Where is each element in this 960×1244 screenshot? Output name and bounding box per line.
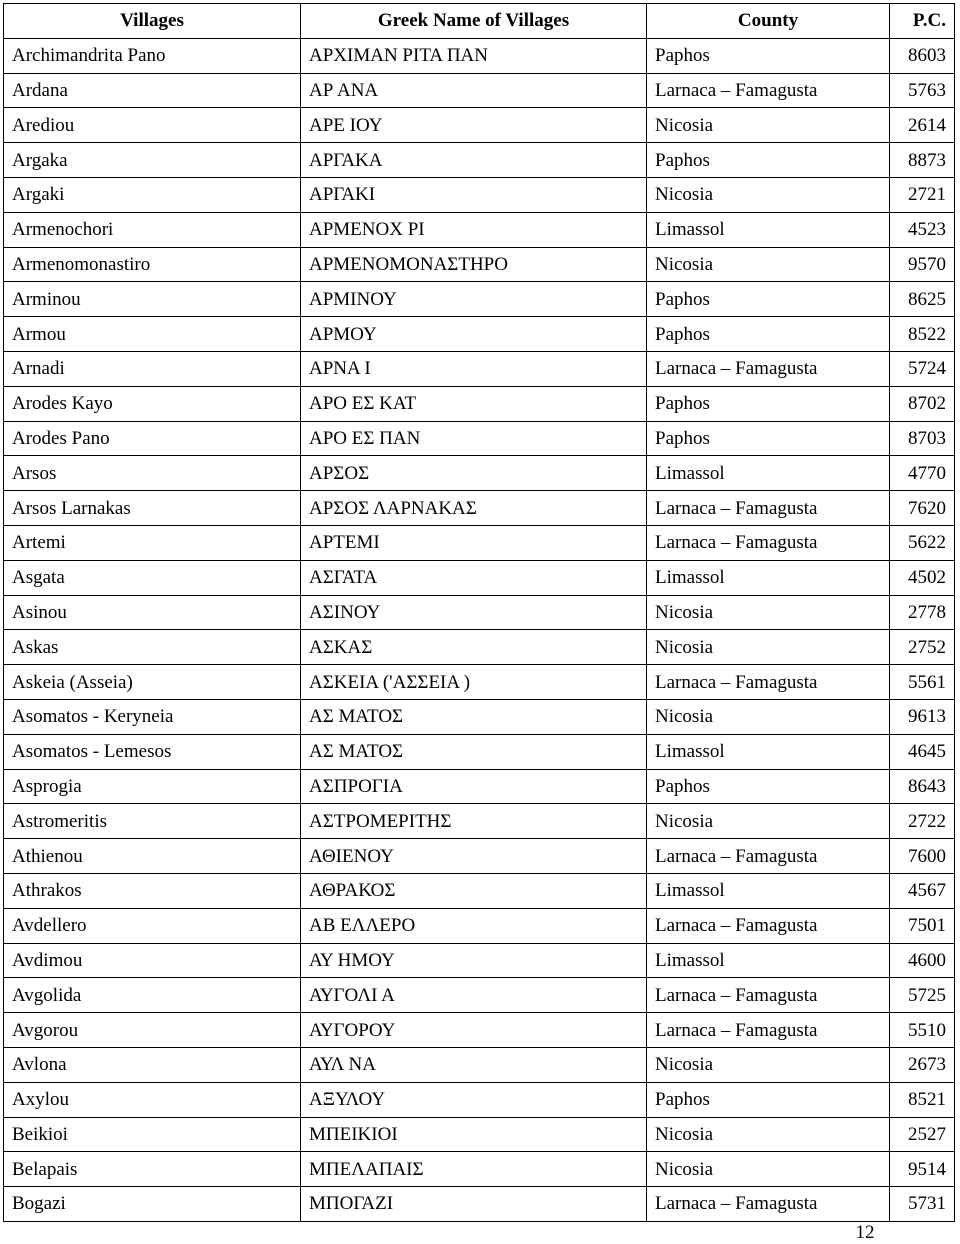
table-row <box>4 1047 955 1082</box>
greek-name-cell: ΑΥΓΟΡΟΥ <box>301 1013 647 1048</box>
table-row <box>4 421 955 456</box>
greek-name-cell: ΜΠΕΛΑΠΑΙΣ <box>301 1152 647 1187</box>
greek-name-cell: ΑΡΕ ΙΟΥ <box>301 108 647 143</box>
column-header-postal-code: P.C. <box>890 4 955 39</box>
village-name-cell: Avdimou <box>4 943 301 978</box>
county-cell: Larnaca – Famagusta <box>647 491 890 526</box>
county-cell: Nicosia <box>647 177 890 212</box>
county-cell: Nicosia <box>647 1152 890 1187</box>
postal-code-cell: 2778 <box>890 595 955 630</box>
greek-name-cell: ΑΞΥΛΟΥ <box>301 1082 647 1117</box>
greek-name-cell: ΑΡΧΙΜΑΝ ΡΙΤΑ ΠΑΝ <box>301 38 647 73</box>
village-name-cell: Asinou <box>4 595 301 630</box>
table-row <box>4 177 955 212</box>
postal-code-cell: 8873 <box>890 143 955 178</box>
table-row <box>4 247 955 282</box>
greek-name-cell: ΑΣΚΕΙΑ ('ΑΣΣΕΙΑ ) <box>301 665 647 700</box>
greek-name-cell: ΑΡΟ ΕΣ ΠΑΝ <box>301 421 647 456</box>
header-row <box>4 4 955 39</box>
village-name-cell: Armenomonastiro <box>4 247 301 282</box>
village-name-cell: Beikioi <box>4 1117 301 1152</box>
county-cell: Paphos <box>647 1082 890 1117</box>
postal-code-cell: 9613 <box>890 699 955 734</box>
village-name-cell: Arediou <box>4 108 301 143</box>
table-row <box>4 839 955 874</box>
village-name-cell: Arsos <box>4 456 301 491</box>
column-header-villages: Villages <box>4 4 301 39</box>
postal-code-cell: 4523 <box>890 212 955 247</box>
county-cell: Paphos <box>647 769 890 804</box>
greek-name-cell: ΑΥΛ ΝΑ <box>301 1047 647 1082</box>
county-cell: Nicosia <box>647 1117 890 1152</box>
village-name-cell: Asprogia <box>4 769 301 804</box>
county-cell: Larnaca – Famagusta <box>647 525 890 560</box>
table-row <box>4 525 955 560</box>
village-name-cell: Avgolida <box>4 978 301 1013</box>
page-number: 12 <box>855 1222 875 1243</box>
village-name-cell: Argaka <box>4 143 301 178</box>
postal-code-cell: 5725 <box>890 978 955 1013</box>
county-cell: Nicosia <box>647 630 890 665</box>
greek-name-cell: ΑΡΜΕΝΟΜΟΝΑΣΤΗΡΟ <box>301 247 647 282</box>
greek-name-cell: ΑΡΤΕΜΙ <box>301 525 647 560</box>
village-name-cell: Arnadi <box>4 351 301 386</box>
postal-code-cell: 8703 <box>890 421 955 456</box>
village-name-cell: Avdellero <box>4 908 301 943</box>
postal-code-cell: 2527 <box>890 1117 955 1152</box>
greek-name-cell: ΑΡΓΑΚΙ <box>301 177 647 212</box>
table-row <box>4 73 955 108</box>
postal-code-cell: 9570 <box>890 247 955 282</box>
village-name-cell: Argaki <box>4 177 301 212</box>
table-row <box>4 491 955 526</box>
county-cell: Nicosia <box>647 699 890 734</box>
postal-code-cell: 9514 <box>890 1152 955 1187</box>
greek-name-cell: ΑΣΓΑΤΑ <box>301 560 647 595</box>
postal-code-cell: 8643 <box>890 769 955 804</box>
county-cell: Limassol <box>647 734 890 769</box>
greek-name-cell: ΑΣΤΡΟΜΕΡΙΤΗΣ <box>301 804 647 839</box>
postal-code-cell: 5724 <box>890 351 955 386</box>
postal-code-cell: 4645 <box>890 734 955 769</box>
postal-code-cell: 8702 <box>890 386 955 421</box>
county-cell: Nicosia <box>647 247 890 282</box>
greek-name-cell: ΑΥΓΟΛΙ Α <box>301 978 647 1013</box>
postal-code-cell: 5731 <box>890 1187 955 1222</box>
table-row <box>4 351 955 386</box>
county-cell: Paphos <box>647 282 890 317</box>
postal-code-cell: 8603 <box>890 38 955 73</box>
table-row <box>4 595 955 630</box>
greek-name-cell: ΑΣ ΜΑΤΟΣ <box>301 699 647 734</box>
postal-code-cell: 2614 <box>890 108 955 143</box>
greek-name-cell: ΑΣ ΜΑΤΟΣ <box>301 734 647 769</box>
county-cell: Larnaca – Famagusta <box>647 73 890 108</box>
postal-code-cell: 2722 <box>890 804 955 839</box>
county-cell: Larnaca – Famagusta <box>647 978 890 1013</box>
greek-name-cell: ΑΒ ΕΛΛΕΡΟ <box>301 908 647 943</box>
county-cell: Nicosia <box>647 595 890 630</box>
county-cell: Paphos <box>647 317 890 352</box>
village-name-cell: Bogazi <box>4 1187 301 1222</box>
greek-name-cell: ΑΡΓΑΚΑ <box>301 143 647 178</box>
greek-name-cell: ΑΥ ΗΜΟΥ <box>301 943 647 978</box>
table-row <box>4 456 955 491</box>
postal-code-cell: 4600 <box>890 943 955 978</box>
postal-code-cell: 2721 <box>890 177 955 212</box>
greek-name-cell: ΑΡΜΙΝΟΥ <box>301 282 647 317</box>
greek-name-cell: ΑΡ ΑΝΑ <box>301 73 647 108</box>
village-name-cell: Armenochori <box>4 212 301 247</box>
greek-name-cell: ΑΡΝΑ Ι <box>301 351 647 386</box>
county-cell: Limassol <box>647 456 890 491</box>
column-header-greek-name: Greek Name of Villages <box>301 4 647 39</box>
village-name-cell: Arodes Kayo <box>4 386 301 421</box>
table-row <box>4 1082 955 1117</box>
table-body <box>4 38 955 1221</box>
county-cell: Larnaca – Famagusta <box>647 908 890 943</box>
county-cell: Larnaca – Famagusta <box>647 1187 890 1222</box>
postal-code-cell: 7600 <box>890 839 955 874</box>
table-row <box>4 873 955 908</box>
greek-name-cell: ΑΡΣΟΣ <box>301 456 647 491</box>
table-header <box>4 4 955 39</box>
village-name-cell: Ardana <box>4 73 301 108</box>
village-name-cell: Armou <box>4 317 301 352</box>
greek-name-cell: ΑΡΟ ΕΣ ΚΑΤ <box>301 386 647 421</box>
county-cell: Larnaca – Famagusta <box>647 665 890 700</box>
postal-code-cell: 4770 <box>890 456 955 491</box>
village-name-cell: Asgata <box>4 560 301 595</box>
village-name-cell: Athrakos <box>4 873 301 908</box>
table-row <box>4 386 955 421</box>
postal-code-cell: 7501 <box>890 908 955 943</box>
greek-name-cell: ΑΘΙΕΝΟΥ <box>301 839 647 874</box>
greek-name-cell: ΑΡΜΟΥ <box>301 317 647 352</box>
table-row <box>4 108 955 143</box>
county-cell: Paphos <box>647 143 890 178</box>
greek-name-cell: ΑΣΠΡΟΓΙΑ <box>301 769 647 804</box>
postal-code-cell: 8521 <box>890 1082 955 1117</box>
table-row <box>4 1187 955 1222</box>
greek-name-cell: ΑΣΙΝΟΥ <box>301 595 647 630</box>
village-name-cell: Athienou <box>4 839 301 874</box>
county-cell: Limassol <box>647 212 890 247</box>
postal-code-cell: 7620 <box>890 491 955 526</box>
county-cell: Nicosia <box>647 804 890 839</box>
greek-name-cell: ΜΠΕΙΚΙΟΙ <box>301 1117 647 1152</box>
county-cell: Paphos <box>647 38 890 73</box>
villages-table <box>3 3 955 1222</box>
column-header-county: County <box>647 4 890 39</box>
county-cell: Paphos <box>647 386 890 421</box>
table-row <box>4 143 955 178</box>
table-row <box>4 1117 955 1152</box>
postal-code-cell: 5510 <box>890 1013 955 1048</box>
county-cell: Nicosia <box>647 1047 890 1082</box>
village-name-cell: Archimandrita Pano <box>4 38 301 73</box>
table-row <box>4 38 955 73</box>
greek-name-cell: ΑΡΜΕΝΟΧ ΡΙ <box>301 212 647 247</box>
postal-code-cell: 8625 <box>890 282 955 317</box>
postal-code-cell: 5622 <box>890 525 955 560</box>
village-name-cell: Avlona <box>4 1047 301 1082</box>
greek-name-cell: ΑΣΚΑΣ <box>301 630 647 665</box>
table-row <box>4 1013 955 1048</box>
county-cell: Limassol <box>647 943 890 978</box>
table-row <box>4 282 955 317</box>
table-row <box>4 769 955 804</box>
village-name-cell: Belapais <box>4 1152 301 1187</box>
table-row <box>4 734 955 769</box>
county-cell: Limassol <box>647 873 890 908</box>
postal-code-cell: 4502 <box>890 560 955 595</box>
table-row <box>4 317 955 352</box>
postal-code-cell: 4567 <box>890 873 955 908</box>
table-row <box>4 699 955 734</box>
village-name-cell: Asomatos - Lemesos <box>4 734 301 769</box>
table-row <box>4 804 955 839</box>
village-name-cell: Astromeritis <box>4 804 301 839</box>
county-cell: Limassol <box>647 560 890 595</box>
village-name-cell: Arsos Larnakas <box>4 491 301 526</box>
village-name-cell: Arminou <box>4 282 301 317</box>
table-row <box>4 1152 955 1187</box>
village-name-cell: Askeia (Asseia) <box>4 665 301 700</box>
village-name-cell: Arodes Pano <box>4 421 301 456</box>
postal-code-cell: 5561 <box>890 665 955 700</box>
village-name-cell: Axylou <box>4 1082 301 1117</box>
village-name-cell: Artemi <box>4 525 301 560</box>
postal-code-cell: 2752 <box>890 630 955 665</box>
table-row <box>4 908 955 943</box>
county-cell: Paphos <box>647 421 890 456</box>
table-row <box>4 212 955 247</box>
table-row <box>4 943 955 978</box>
greek-name-cell: ΜΠΟΓΑΖΙ <box>301 1187 647 1222</box>
village-name-cell: Askas <box>4 630 301 665</box>
county-cell: Nicosia <box>647 108 890 143</box>
table-row <box>4 665 955 700</box>
county-cell: Larnaca – Famagusta <box>647 351 890 386</box>
county-cell: Larnaca – Famagusta <box>647 839 890 874</box>
greek-name-cell: ΑΘΡΑΚΟΣ <box>301 873 647 908</box>
county-cell: Larnaca – Famagusta <box>647 1013 890 1048</box>
postal-code-cell: 2673 <box>890 1047 955 1082</box>
table-row <box>4 560 955 595</box>
postal-code-cell: 8522 <box>890 317 955 352</box>
postal-code-cell: 5763 <box>890 73 955 108</box>
village-name-cell: Avgorou <box>4 1013 301 1048</box>
table-row <box>4 630 955 665</box>
greek-name-cell: ΑΡΣΟΣ ΛΑΡΝΑΚΑΣ <box>301 491 647 526</box>
village-name-cell: Asomatos - Keryneia <box>4 699 301 734</box>
table-row <box>4 978 955 1013</box>
